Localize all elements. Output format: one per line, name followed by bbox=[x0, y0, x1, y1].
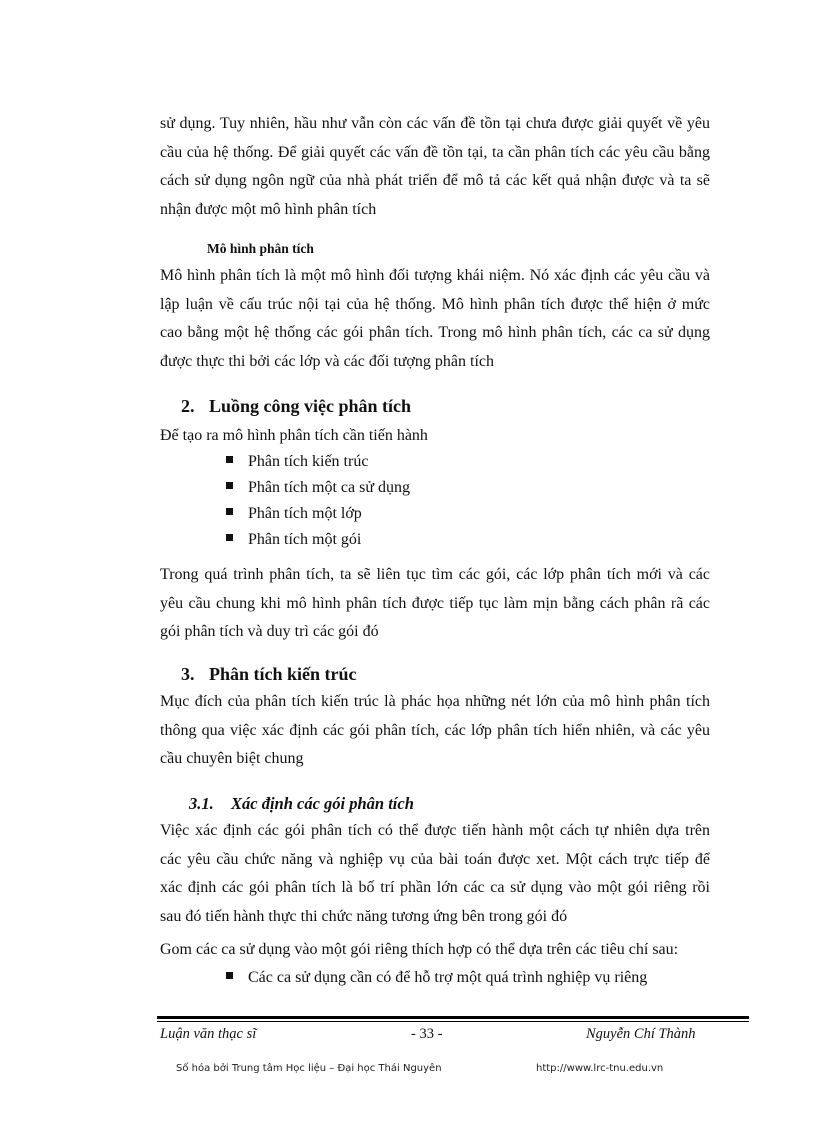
section-title: Xác định các gói phân tích bbox=[231, 794, 414, 813]
text-line: được thực thi bởi các lớp và các đối tượng phân tích bbox=[160, 353, 494, 371]
bullet-list-analysis-steps bbox=[226, 449, 410, 553]
text-line: sau đó tiến hành thực thi chức năng tương ứng bên trong gói đó bbox=[160, 908, 568, 926]
section-number: 3. bbox=[181, 664, 195, 684]
paragraph-analysis-process bbox=[160, 561, 710, 647]
paragraph-analysis-model bbox=[160, 262, 710, 377]
paragraph-architecture bbox=[160, 688, 710, 774]
section-heading-3 bbox=[181, 664, 357, 685]
text-line: các yêu cầu chức năng và nghiệp vụ của bài toán được xet. Một cách trực tiếp để bbox=[160, 850, 710, 868]
list-item: Phân tích một lớp bbox=[226, 501, 410, 527]
paragraph-identify-packages bbox=[160, 817, 710, 932]
bullet-list-criteria bbox=[226, 965, 647, 991]
page-number: - 33 - bbox=[411, 1026, 443, 1042]
text-line: Gom các ca sử dụng vào một gói riêng thích hợp có thể dựa trên các tiêu chí sau: bbox=[160, 941, 679, 958]
text-line: Việc xác định các gói phân tích có thể được tiến hành một cách tự nhiên dựa trên bbox=[160, 822, 710, 839]
text-line: nhận được một mô hình phân tích bbox=[160, 201, 377, 219]
bullet-square-icon bbox=[226, 508, 233, 515]
list-item: Phân tích một ca sử dụng bbox=[226, 475, 410, 501]
text-line: Trong quá trình phân tích, ta sẽ liên tục tìm các gói, các lớp phân tích mới và các bbox=[160, 566, 710, 583]
list-item: Phân tích một gói bbox=[226, 527, 410, 553]
digitized-by-label: Số hóa bởi Trung tâm Học liệu – Đại học Thái Nguyên bbox=[176, 1063, 442, 1074]
section-title: Phân tích kiến trúc bbox=[209, 664, 357, 684]
bullet-square-icon bbox=[226, 534, 233, 541]
footer-author: Nguyễn Chí Thành bbox=[586, 1026, 696, 1042]
text-line: xác định các gói phân tích là bố trí phần lớn các ca sử dụng vào một gói riêng rồi bbox=[160, 879, 710, 897]
text-line: cách sử dụng ngôn ngữ của nhà phát triển để mô tả các kết quả nhận được và ta sẽ bbox=[160, 172, 710, 190]
bullet-square-icon bbox=[226, 972, 233, 979]
subheading-analysis-model: Mô hình phân tích bbox=[207, 241, 314, 256]
bullet-square-icon bbox=[226, 482, 233, 489]
text-line: yêu cầu chung khi mô hình phân tích được tiếp tục làm mịn bằng cách phân rã các bbox=[160, 594, 710, 612]
section-number: 2. bbox=[181, 396, 195, 416]
text-line: thông qua việc xác định các gói phân tích, các lớp phân tích hiển nhiên, và các yêu bbox=[160, 721, 710, 739]
list-item: Phân tích kiến trúc bbox=[226, 449, 410, 475]
paragraph-group-criteria bbox=[160, 937, 710, 963]
paragraph-intro bbox=[160, 110, 710, 225]
source-url: http://www.lrc-tnu.edu.vn bbox=[536, 1063, 664, 1074]
list-item: Các ca sử dụng cần có để hỗ trợ một quá trình nghiệp vụ riêng bbox=[226, 965, 647, 991]
footer-thesis-label: Luận văn thạc sĩ bbox=[160, 1026, 257, 1042]
text-line: cầu của hệ thống. Để giải quyết các vấn đề tồn tại, ta cần phân tích các yêu cầu bằng bbox=[160, 143, 710, 161]
text-line: lập luận về cấu trúc nội tại của hệ thống. Mô hình phân tích được thể hiện ở mức bbox=[160, 295, 710, 313]
section-title: Luồng công việc phân tích bbox=[209, 396, 412, 416]
section-heading-3-1 bbox=[189, 794, 414, 814]
text-line: cầu chuyên biệt chung bbox=[160, 750, 304, 768]
footer-rule-thick bbox=[157, 1016, 749, 1019]
paragraph-section2-intro bbox=[160, 423, 710, 449]
text-line: cao bằng một hệ thống các gói phân tích. Trong mô hình phân tích, các ca sử dụng bbox=[160, 324, 710, 342]
footer-rule-thin bbox=[157, 1021, 749, 1022]
text-line: Để tạo ra mô hình phân tích cần tiến hành bbox=[160, 427, 428, 444]
text-line: gói phân tích và duy trì các gói đó bbox=[160, 623, 379, 641]
section-number: 3.1. bbox=[189, 794, 214, 813]
section-heading-2 bbox=[181, 396, 411, 417]
text-line: Mục đích của phân tích kiến trúc là phác họa những nét lớn của mô hình phân tích bbox=[160, 693, 710, 710]
bullet-square-icon bbox=[226, 456, 233, 463]
text-line: sử dụng. Tuy nhiên, hầu như vẫn còn các vấn đề tồn tại chưa được giải quyết về yêu bbox=[160, 115, 710, 132]
text-line: Mô hình phân tích là một mô hình đối tượng khái niệm. Nó xác định các yêu cầu và bbox=[160, 267, 710, 284]
